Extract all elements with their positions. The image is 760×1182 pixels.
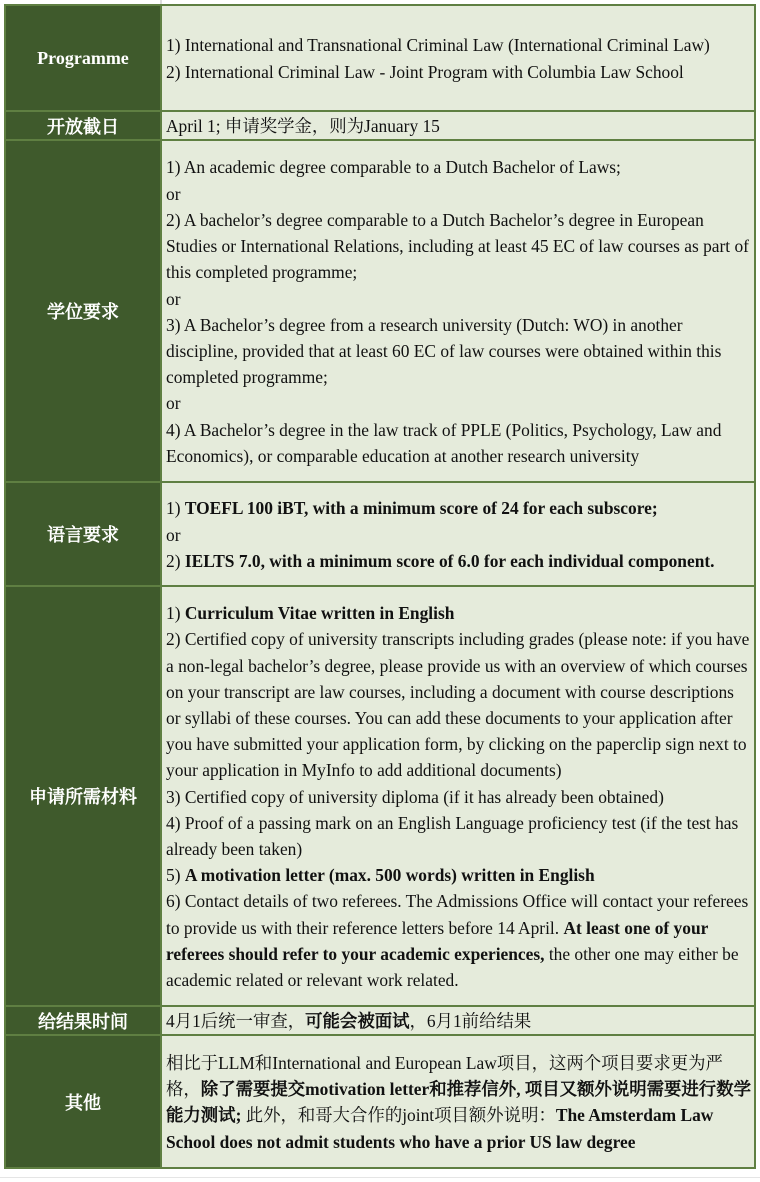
row-label: 申请所需材料 [5,586,161,1006]
bold-text: TOEFL 100 iBT, with a minimum score of 24 for each subscore; [184,498,658,519]
bold-text: IELTS 7.0, with a minimum score of 6.0 for each individual component. [184,550,715,571]
table-row-language-requirements [5,482,755,586]
text: or [166,288,181,309]
text: 3) Certified copy of university diploma (if it has already been obtained) [166,786,664,807]
table-row-degree-requirements [5,140,755,482]
text: ，6月1前给结果 [409,1011,532,1032]
paragraph [166,59,751,85]
bold-text: The Amsterdam Law School does not admit students who have a prior US law degree [166,1105,714,1152]
paragraph [166,32,751,58]
text: April 1; 申请奖学金，则为January 15 [166,116,440,136]
row-content [161,1035,755,1168]
bold-text: A motivation letter (max. 500 words) written in English [184,865,595,886]
text: 3) A Bachelor’s degree from a research university (Dutch: WO) in another discipline, provided that at least 60 EC of law courses were obtained within this completed programme; [166,314,722,388]
paragraph [166,390,751,416]
paragraph [166,1008,751,1034]
paragraph [166,626,751,783]
divider [0,1177,760,1178]
text: 5) [166,865,185,886]
text: the other one may either be academic related or relevant work related. [166,943,739,991]
paragraph [166,862,751,888]
text: 1) An academic degree comparable to a Dutch Bachelor of Laws; [166,157,621,178]
row-label: 语言要求 [5,482,161,586]
table-row-programme [5,5,755,111]
row-label: Programme [5,5,161,111]
text: 相比于LLM和International and European Law项目，这两个项目要求更为严格， [166,1053,723,1100]
row-content [161,1006,755,1035]
paragraph [166,312,751,391]
paragraph [166,207,751,286]
row-content [161,586,755,1006]
paragraph [166,181,751,207]
bold-text: 可能会被面试 [305,1011,410,1032]
text: 2) Certified copy of university transcripts including grades (please note: if you have a non-legal bachelor’s degree, please provide us with an overview of which courses on your transcript are law courses, including a document with course descriptions or syllabi of these courses. You can add these documents to your application after you have submitted your application form, by clicking on the paperclip sign next to your application in MyInfo to add additional documents) [166,629,750,781]
paragraph [166,417,751,469]
text: 1) [166,498,185,519]
text: 1) [166,603,185,624]
text: or [166,524,181,545]
bold-text: Curriculum Vitae written in English [184,603,455,624]
table-row-result-timing [5,1006,755,1035]
text: 2) International Criminal Law - Joint Program with Columbia Law School [166,61,684,82]
text: or [166,183,181,204]
table-row-deadline [5,111,755,140]
text: 此外，和哥大合作的joint项目额外说明： [241,1105,556,1126]
text: 2) [166,550,185,571]
row-content [161,5,755,111]
table-row-application-materials [5,586,755,1006]
row-content [161,111,755,140]
table-row-other-notes [5,1035,755,1168]
text: 4) Proof of a passing mark on an English Language proficiency test (if the test has already been taken) [166,812,739,859]
row-content [161,482,755,586]
row-label: 给结果时间 [5,1006,161,1035]
paragraph [166,495,751,521]
text: or [166,393,181,414]
paragraph [166,1050,751,1155]
requirements-table [4,4,756,1169]
row-label: 开放截日 [5,111,161,140]
bold-text: 除了需要提交motivation letter和推荐信外, 项目又额外说明需要进行数学能力测试; [166,1079,751,1126]
row-label: 其他 [5,1035,161,1168]
text: 6) Contact details of two referees. The Admissions Office will contact your referees to provide us with their reference letters before 14 April. [166,891,749,938]
bold-text: At least one of your referees should refer to your academic experiences, [166,917,709,964]
paragraph [166,286,751,312]
text: 1) International and Transnational Criminal Law (International Criminal Law) [166,35,710,56]
paragraph [166,548,751,574]
paragraph [166,810,751,862]
paragraph [166,888,751,993]
row-label: 学位要求 [5,140,161,482]
row-content [161,140,755,482]
paragraph [166,113,751,139]
paragraph [166,522,751,548]
paragraph [166,154,751,180]
text: 4月1后统一审查， [166,1011,306,1032]
paragraph [166,784,751,810]
text: 2) A bachelor’s degree comparable to a Dutch Bachelor’s degree in European Studies or International Relations, including at least 45 EC of law courses as part of this completed programme; [166,209,749,283]
paragraph [166,600,751,626]
text: 4) A Bachelor’s degree in the law track of PPLE (Politics, Psychology, Law and Economics), or comparable education at another research university [166,419,722,466]
